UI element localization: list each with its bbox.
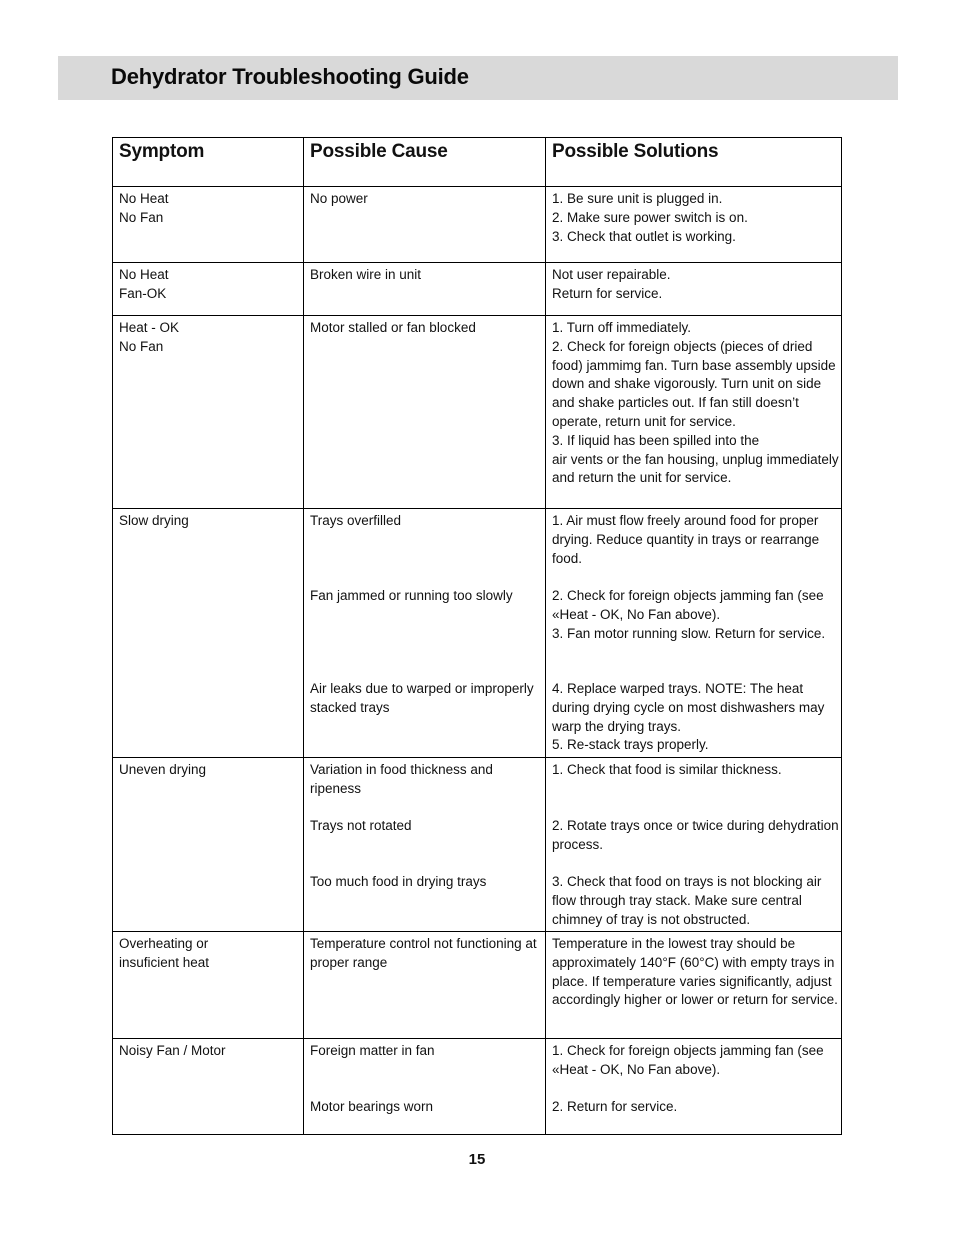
cause-cell [304,316,546,509]
symptom-cell [113,932,304,1039]
symptom-text: Uneven drying [119,762,207,777]
cause-cell [304,932,546,1039]
cause-text: Too much food in drying trays [310,874,487,889]
solution-text: 3. Check that food on trays is not blocking air flow through tray stack. Make sure central chimney of tray is not obstructed. [552,874,822,927]
header-symptom: Symptom [113,138,304,187]
symptom-cell [113,263,304,316]
cause-text: Broken wire in unit [310,267,422,282]
table-row [113,1039,842,1135]
symptom-text: Noisy Fan / Motor [119,1043,226,1058]
symptom-cell [113,758,304,932]
solution-text: 1. Check that food is similar thickness. [552,762,782,777]
symptom-cell [113,187,304,263]
cause-cell [304,263,546,316]
cause-text: Foreign matter in fan [310,1043,435,1058]
table-row [113,758,842,932]
solution-cell [546,1039,842,1135]
cause-cell [304,187,546,263]
solution-text: 1. Be sure unit is plugged in. 2. Make sure power switch is on. 3. Check that outlet is working. [552,191,748,244]
cause-text: No power [310,191,368,206]
symptom-text: Heat - OK No Fan [119,320,180,354]
cause-text: Trays overfilled [310,513,402,528]
cause-cell [304,1039,546,1135]
cause-cell [304,509,546,758]
symptom-text: No Heat Fan-OK [119,267,169,301]
symptom-text: Slow drying [119,513,189,528]
solution-cell [546,932,842,1039]
solution-text: 2. Check for foreign objects jamming fan (see «Heat - OK, No Fan above). 3. Fan motor running slow. Return for service. [552,588,826,641]
cause-text: Motor stalled or fan blocked [310,320,476,335]
table-row [113,263,842,316]
solution-text: Not user repairable. Return for service. [552,267,671,301]
solution-cell [546,509,842,758]
symptom-cell [113,509,304,758]
solution-text: 2. Return for service. [552,1099,678,1114]
solution-text: 1. Turn off immediately. 2. Check for foreign objects (pieces of dried food) jammimg fan. Turn base assembly upside down and shake vigorously. Turn unit on side and shake particles out. If fan still doesn’t operate, return unit for service. 3. If liquid has been spilled into the air vents or the fan housing, unplug immediately and return the unit for service. [552,320,839,486]
solution-text: 1. Air must flow freely around food for proper drying. Reduce quantity in trays or rearrange food. [552,513,820,566]
solution-text: 2. Rotate trays once or twice during dehydration process. [552,818,839,852]
table-header-row [113,138,842,187]
symptom-text: No Heat No Fan [119,191,169,225]
solution-text: 4. Replace warped trays. NOTE: The heat during drying cycle on most dishwashers may warp the drying trays. 5. Re-stack trays properly. [552,681,825,753]
symptom-cell [113,1039,304,1135]
table-row [113,932,842,1039]
cause-text: Trays not rotated [310,818,412,833]
header-possible-cause: Possible Cause [304,138,546,187]
table-row [113,316,842,509]
title-bar [58,56,898,100]
symptom-cell [113,316,304,509]
solution-cell [546,263,842,316]
cause-text: Motor bearings worn [310,1099,434,1114]
solution-text: Temperature in the lowest tray should be approximately 140°F (60°C) with empty trays in place. If temperature varies significantly, adjust accordingly higher or lower or return for service. [552,936,838,1008]
page-number: 15 [468,1151,486,1168]
troubleshooting-table [112,137,842,1135]
solution-cell [546,187,842,263]
solution-cell [546,316,842,509]
page-title: Dehydrator Troubleshooting Guide [111,64,469,89]
symptom-text: Overheating or insuficient heat [119,936,210,970]
solution-text: 1. Check for foreign objects jamming fan (see «Heat - OK, No Fan above). [552,1043,824,1077]
cause-text: Temperature control not functioning at proper range [310,936,537,970]
cause-text: Fan jammed or running too slowly [310,588,513,603]
header-possible-solutions: Possible Solutions [546,138,842,187]
cause-text: Air leaks due to warped or improperly stacked trays [310,681,534,715]
solution-cell [546,758,842,932]
cause-cell [304,758,546,932]
cause-text: Variation in food thickness and ripeness [310,762,493,796]
table-row [113,509,842,758]
table-row [113,187,842,263]
